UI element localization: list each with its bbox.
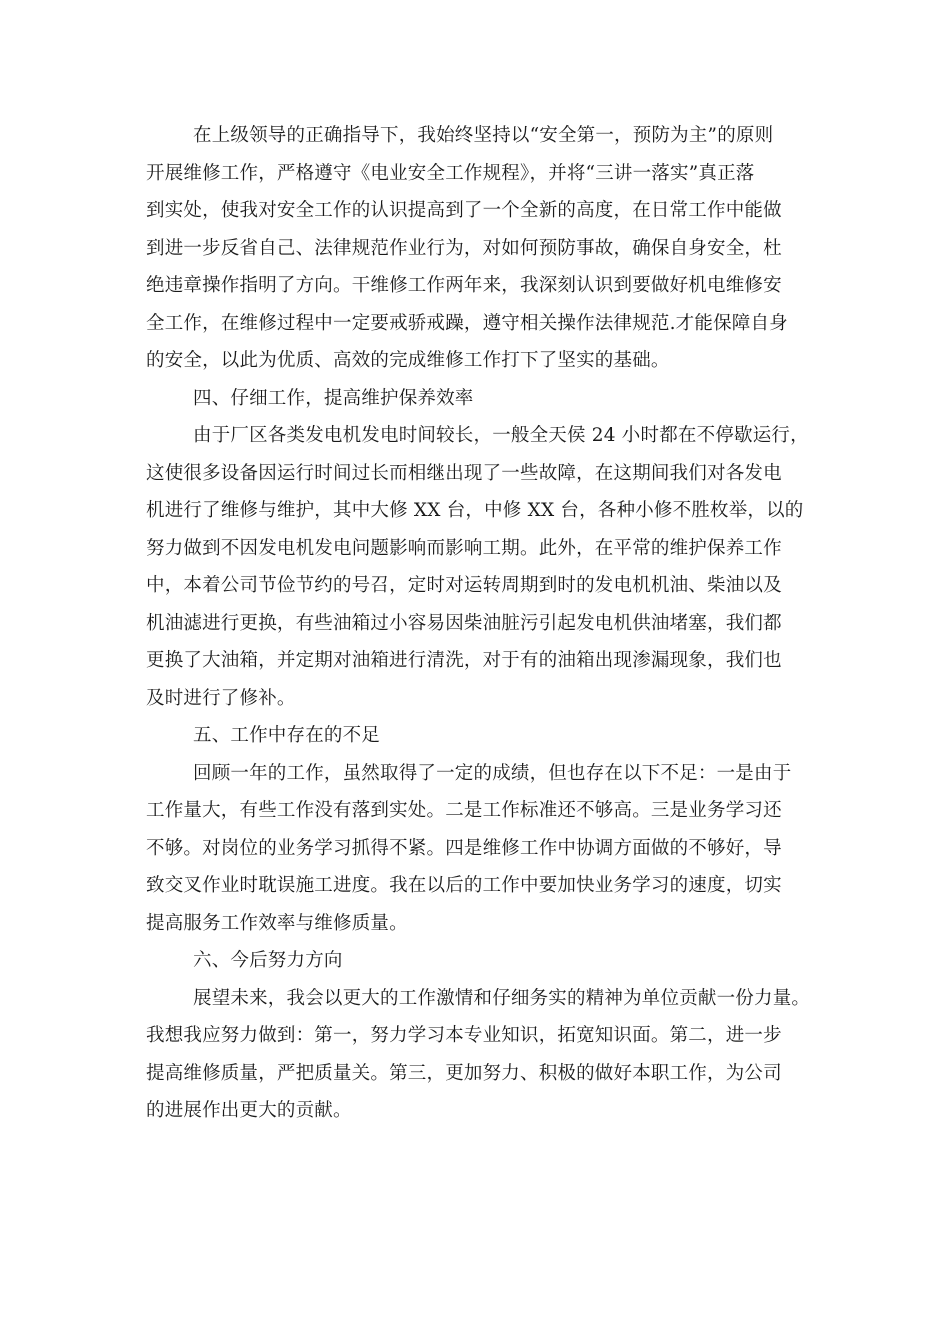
paragraph-maintenance-line-6: 机油滤进行更换，有些油箱过小容易因柴油脏污引起发电机供油堵塞，我们都	[146, 613, 782, 634]
paragraph-safety-line-4: 到进一步反省自己、法律规范作业行为，对如何预防事故，确保自身安全，杜	[146, 238, 782, 259]
paragraph-shortcomings-line-5: 提高服务工作效率与维修质量。	[146, 913, 408, 934]
section-heading-4: 四、仔细工作，提高维护保养效率	[193, 388, 474, 409]
section-heading-6: 六、今后努力方向	[193, 950, 343, 971]
paragraph-future-line-1: 展望未来，我会以更大的工作激情和仔细务实的精神为单位贡献一份力量。	[193, 988, 811, 1009]
paragraph-maintenance-line-4: 努力做到不因发电机发电问题影响而影响工期。此外，在平常的维护保养工作	[146, 538, 782, 559]
paragraph-maintenance-line-2: 这使很多设备因运行时间过长而相继出现了一些故障，在这期间我们对各发电	[146, 463, 782, 484]
paragraph-safety-line-2: 开展维修工作，严格遵守《电业安全工作规程》，并将“三讲一落实”真正落	[146, 163, 755, 184]
paragraph-shortcomings-line-4: 致交叉作业时耽误施工进度。我在以后的工作中要加快业务学习的速度，切实	[146, 875, 782, 896]
paragraph-shortcomings-line-1: 回顾一年的工作，虽然取得了一定的成绩，但也存在以下不足：一是由于	[193, 763, 792, 784]
paragraph-safety-line-6: 全工作，在维修过程中一定要戒骄戒躁，遵守相关操作法律规范.才能保障自身	[146, 313, 788, 334]
paragraph-future-line-4: 的进展作出更大的贡献。	[146, 1100, 352, 1121]
paragraph-safety-line-3: 到实处，使我对安全工作的认识提高到了一个全新的高度，在日常工作中能做	[146, 200, 782, 221]
paragraph-shortcomings-line-2: 工作量大，有些工作没有落到实处。二是工作标准还不够高。三是业务学习还	[146, 800, 782, 821]
paragraph-future-line-3: 提高维修质量，严把质量关。第三，更加努力、积极的做好本职工作，为公司	[146, 1063, 782, 1084]
paragraph-maintenance-line-7: 更换了大油箱，并定期对油箱进行清洗，对于有的油箱出现渗漏现象，我们也	[146, 650, 782, 671]
paragraph-maintenance-line-3: 机进行了维修与维护，其中大修 XX 台，中修 XX 台，各种小修不胜枚举，以的	[146, 500, 804, 521]
paragraph-safety-line-7: 的安全，以此为优质、高效的完成维修工作打下了坚实的基础。	[146, 350, 670, 371]
paragraph-safety-line-5: 绝违章操作指明了方向。干维修工作两年来，我深刻认识到要做好机电维修安	[146, 275, 782, 296]
paragraph-shortcomings-line-3: 不够。对岗位的业务学习抓得不紧。四是维修工作中协调方面做的不够好，导	[146, 838, 782, 859]
paragraph-future-line-2: 我想我应努力做到：第一，努力学习本专业知识，拓宽知识面。第二，进一步	[146, 1025, 782, 1046]
section-heading-5: 五、工作中存在的不足	[193, 725, 381, 746]
paragraph-maintenance-line-8: 及时进行了修补。	[146, 688, 296, 709]
paragraph-maintenance-line-1: 由于厂区各类发电机发电时间较长，一般全天侯 24 小时都在不停歇运行，	[193, 425, 809, 446]
paragraph-safety-line-1: 在上级领导的正确指导下，我始终坚持以“安全第一，预防为主”的原则	[193, 125, 774, 146]
paragraph-maintenance-line-5: 中，本着公司节俭节约的号召，定时对运转周期到时的发电机机油、柴油以及	[146, 575, 782, 596]
